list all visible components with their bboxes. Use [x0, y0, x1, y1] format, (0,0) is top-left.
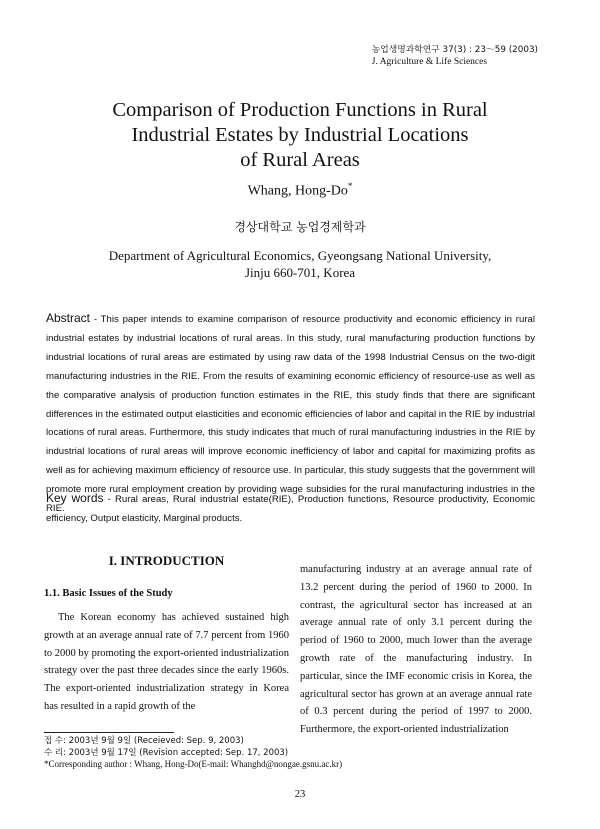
- affiliation: [0, 247, 600, 281]
- footnote-revised: 수 리: 2003년 9월 17일 (Revision accepted: Sep. 17, 2003): [44, 747, 289, 758]
- author-mark: *: [347, 181, 353, 191]
- keywords-text: - Rural areas, Rural industrial estate(RIE), Production functions, Resource productivity, Economic efficiency, Output elasticity, Marginal products.: [46, 494, 535, 524]
- footnote-divider: [44, 732, 174, 733]
- keywords-label: Key words: [46, 491, 104, 505]
- footnote-corresponding-author: *Corresponding author : Whang, Hong-Do(E-mail: Whanghd@nongae.gsnu.ac.kr): [44, 759, 343, 769]
- title-line-3: of Rural Areas: [240, 149, 360, 171]
- title-line-2: Industrial Estates by Industrial Locations: [131, 124, 469, 146]
- abstract: [46, 309, 535, 519]
- subsection-heading: 1.1. Basic Issues of the Study: [44, 588, 173, 599]
- page-number: 23: [294, 789, 306, 800]
- footnote-received: 접 수: 2003년 9월 9일 (Receieved: Sep. 9, 2003): [44, 736, 244, 746]
- affiliation-line-1: Department of Agricultural Economics, Gyeongsang National University,: [108, 248, 492, 263]
- abstract-text: - This paper intends to examine comparison of resource productivity and economic efficiency in rural industrial estates by industrial locations of rural areas. In this study, rural manufacturing production functions by industrial locations of rural areas are estimated by using raw data of the 1998 Industrial Census on the two-digit manufacturing industries in the RIE. From the results of examining economic efficiency of resource-use as well as the comparative analysis of production function estimates in the RIE, this study finds that there are significant differences in the estimated output elasticities and economic efficiencies of labor and capital in the RIE by industrial locations of rural areas. Furthermore, this study indicates that much of rural manufacturing industries in the RIE by industrial locations of rural areas will improve economic inefficiency of labor and capital for maximizing profits as well as for achieving maximum efficiency of resource use. In particular, this study suggests that the government will promote more rural employment creation by providing wage subsidies for the rural manufacturing industries in the RIE.: [46, 314, 535, 515]
- journal-english-name: J. Agriculture & Life Sciences: [371, 57, 488, 67]
- abstract-label: Abstract: [46, 311, 91, 325]
- author: [0, 181, 600, 200]
- korean-department: 경상대학교 농업경제학과: [234, 220, 366, 234]
- keywords: [46, 489, 535, 528]
- journal-header: [372, 44, 538, 68]
- paper-title: [40, 98, 560, 173]
- right-column: [300, 561, 532, 739]
- author-name: Whang, Hong-Do: [247, 183, 348, 199]
- right-body-paragraph: manufacturing industry at an average annual rate of 13.2 percent during the period of 1960 to 2000. In contrast, the agricultural sector has increased at an average annual rate of only 3.1 percent during the period of 1960 to 2000, much lower than the average growth rate of the manufacturing industry. In particular, since the IMF economic crisis in Korea, the agricultural sector has grown at an average annual rate of 0.3 percent during the period of 1997 to 2000. Furthermore, the export-oriented industrialization: [300, 564, 532, 736]
- affiliation-line-2: Jinju 660-701, Korea: [244, 265, 356, 280]
- left-column: [44, 552, 289, 716]
- journal-korean-citation: 농업생명과학연구 37(3) : 23～59 (2003): [371, 45, 538, 55]
- title-line-1: Comparison of Production Functions in Rural: [112, 99, 488, 121]
- left-body-paragraph: The Korean economy has achieved sustained high growth at an average annual rate of 7.7 percent from 1960 to 2000 by promoting the export-oriented industrialization strategy over the past three decades since the early 1960s. The export-oriented industrialization strategy in Korea has resulted in a rapid growth of the: [44, 612, 289, 712]
- section-heading: I. INTRODUCTION: [108, 553, 225, 568]
- footnotes: [44, 736, 342, 771]
